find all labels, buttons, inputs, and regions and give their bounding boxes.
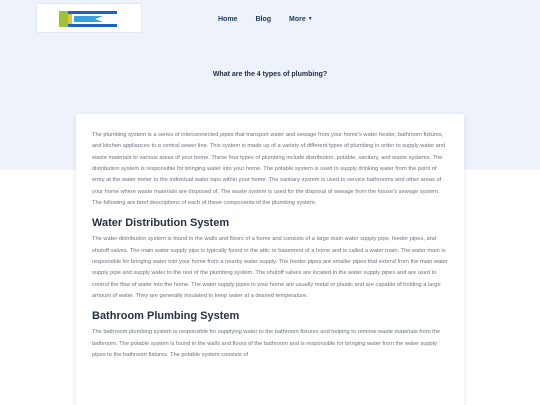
nav-more-dropdown[interactable] <box>289 16 313 23</box>
article-intro: The plumbing system is a series of interconnected pipes that transport water and sewage from your home's water heater, bathroom fixtures, and kitchen appliances to a central sewer line. This system is made up of a variety of different types of plumbing in order to supply water and waste materials to various areas of your home. These four types of plumbing include distribution, potable, sanitary, and waste systems. The distribution system is responsible for bringing water into your home. The potable system is used to supply drinking water from the point of entry at the water meter to the individual water taps within your home. The sanitary system is used to service bathrooms and other areas of your home where waste materials are disposed of. The waste system is used for the disposal of sewage from the house's sewage system. The following are brief descriptions of each of these components of the plumbing system: <box>92 132 446 207</box>
chevron-down-icon: ▼ <box>307 16 313 22</box>
logo-icon <box>59 9 121 29</box>
nav-home-link[interactable]: Home <box>218 15 238 23</box>
section-heading-bathroom-plumbing: Bathroom Plumbing System <box>92 310 240 323</box>
section-text-water-distribution: The water distribution system is found in the walls and floors of a home and consists of a large main water supply pipe, feeder pipes, and shutoff valves. The main water supply pipe is typically found in the attic or basement of a home and is called a water main. The water main is responsible for bringing water into your home from a nearby water supply. The feeder pipes are smaller pipes that extend from the main water supply pipe and supply water to the rest of the plumbing system. The shutoff valves are located in the water supply pipes and are used to control the flow of water into the home. The water supply pipes in your home are usually metal or plastic and are capable of holding a large amount of water. They are generally insulated to keep water at a desired temperature. <box>92 236 448 300</box>
site-logo[interactable] <box>36 3 142 33</box>
site-header <box>0 0 540 38</box>
section-text-bathroom-plumbing: The bathroom plumbing system is responsible for supplying water to the bathroom fixtures and helping to remove waste materials from the bathroom. The potable system is found in the walls and floors of the bathroom and is responsible for bringing water from the water supply pipes to the bathroom fixtures. The potable system consists of <box>92 329 441 359</box>
nav-more-label: More <box>289 15 306 23</box>
article-card <box>76 114 464 405</box>
section-heading-water-distribution: Water Distribution System <box>92 217 230 230</box>
nav-blog-link[interactable]: Blog <box>255 15 272 23</box>
page-title: What are the 4 types of plumbing? <box>212 71 328 78</box>
main-nav <box>218 12 331 26</box>
